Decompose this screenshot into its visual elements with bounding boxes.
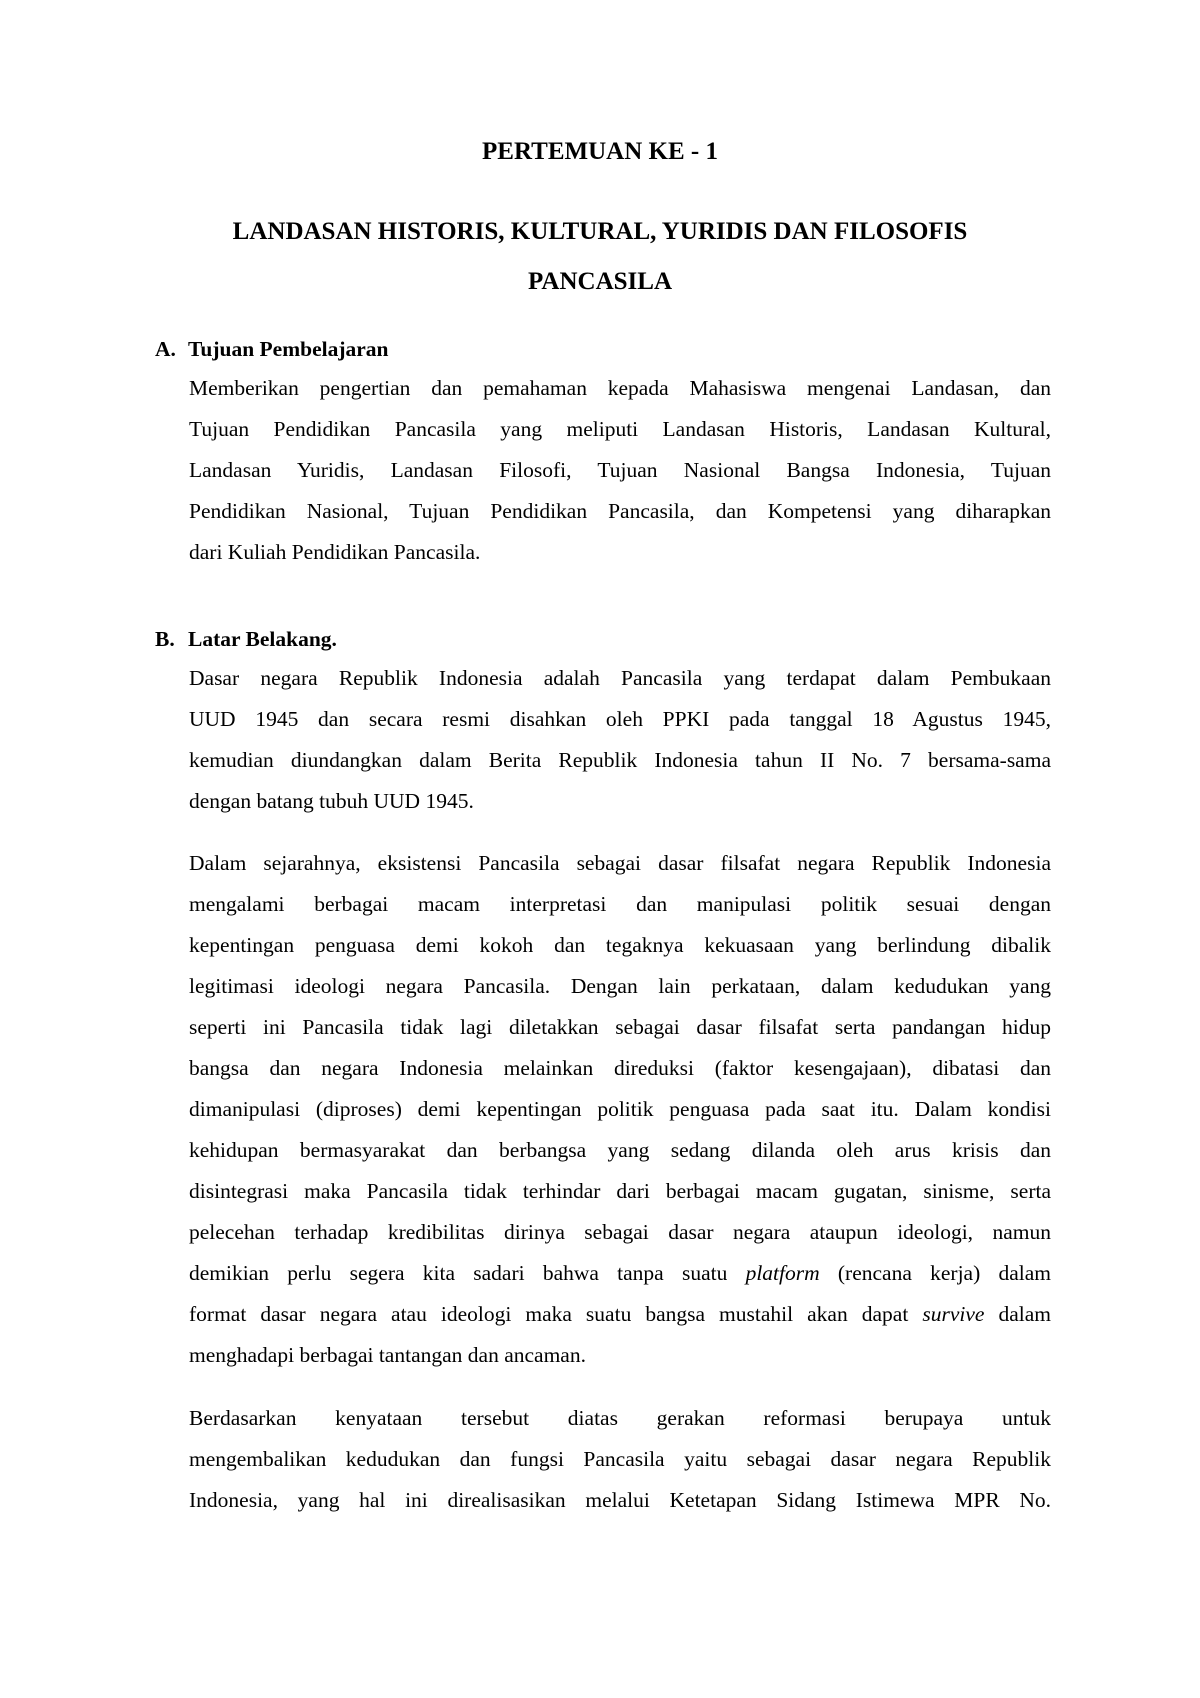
subtitle-line-1: LANDASAN HISTORIS, KULTURAL, YURIDIS DAN FILOSOFIS	[232, 218, 968, 245]
paragraph-line: kehidupan bermasyarakat dan berbangsa yang sedang dilanda oleh arus krisis dan	[189, 1138, 1051, 1162]
subtitle-line-2: PANCASILA	[528, 268, 672, 295]
paragraph-line: dimanipulasi (diproses) demi kepentingan politik penguasa pada saat itu. Dalam kondisi	[189, 1097, 1051, 1121]
paragraph-line: dengan batang tubuh UUD 1945.	[189, 789, 474, 813]
paragraph-line: Berdasarkan kenyataan tersebut diatas gerakan reformasi berupaya untuk	[189, 1406, 1051, 1430]
paragraph-line: pelecehan terhadap kredibilitas dirinya sebagai dasar negara ataupun ideologi, namun	[189, 1220, 1051, 1244]
paragraph-line: legitimasi ideologi negara Pancasila. Dengan lain perkataan, dalam kedudukan yang	[189, 974, 1051, 998]
paragraph-line: bangsa dan negara Indonesia melainkan direduksi (faktor kesengajaan), dibatasi dan	[189, 1056, 1051, 1080]
paragraph-line	[189, 1304, 1051, 1326]
section-a-heading	[155, 337, 389, 362]
text-run: format dasar negara atau ideologi maka suatu bangsa mustahil akan dapat	[189, 1302, 909, 1326]
paragraph-line: mengalami berbagai macam interpretasi dan manipulasi politik sesuai dengan	[189, 892, 1051, 916]
paragraph-line: Pendidikan Nasional, Tujuan Pendidikan Pancasila, dan Kompetensi yang diharapkan	[189, 499, 1051, 523]
text-run: demikian perlu segera kita sadari bahwa tanpa suatu	[189, 1261, 728, 1285]
italic-term-platform: platform	[745, 1261, 820, 1285]
paragraph-line: menghadapi berbagai tantangan dan ancaman.	[189, 1343, 586, 1367]
paragraph-line: UUD 1945 dan secara resmi disahkan oleh PPKI pada tanggal 18 Agustus 1945,	[189, 707, 1051, 731]
text-run: dalam	[998, 1302, 1052, 1326]
paragraph-line: seperti ini Pancasila tidak lagi diletakkan sebagai dasar filsafat serta pandangan hidup	[189, 1015, 1051, 1039]
paragraph-line: Memberikan pengertian dan pemahaman kepada Mahasiswa mengenai Landasan, dan	[189, 376, 1051, 400]
paragraph-line: Tujuan Pendidikan Pancasila yang meliputi Landasan Historis, Landasan Kultural,	[189, 417, 1051, 441]
section-b-heading	[155, 627, 337, 652]
section-title: Tujuan Pembelajaran	[188, 337, 389, 361]
section-letter: A.	[155, 337, 176, 361]
paragraph-line: disintegrasi maka Pancasila tidak terhindar dari berbagai macam gugatan, sinisme, serta	[189, 1179, 1051, 1203]
paragraph-line: kemudian diundangkan dalam Berita Republik Indonesia tahun II No. 7 bersama-sama	[189, 748, 1051, 772]
section-letter: B.	[155, 627, 175, 651]
paragraph-line: Dalam sejarahnya, eksistensi Pancasila sebagai dasar filsafat negara Republik Indonesia	[189, 851, 1051, 875]
paragraph-line: kepentingan penguasa demi kokoh dan tegaknya kekuasaan yang berlindung dibalik	[189, 933, 1051, 957]
paragraph-line	[189, 1263, 1051, 1285]
page-title: PERTEMUAN KE - 1	[482, 138, 718, 165]
section-title: Latar Belakang.	[188, 627, 337, 651]
paragraph-line: Dasar negara Republik Indonesia adalah Pancasila yang terdapat dalam Pembukaan	[189, 666, 1051, 690]
paragraph-line: Indonesia, yang hal ini direalisasikan melalui Ketetapan Sidang Istimewa MPR No.	[189, 1488, 1051, 1512]
text-run: (rencana kerja) dalam	[837, 1261, 1052, 1285]
paragraph-line: Landasan Yuridis, Landasan Filosofi, Tujuan Nasional Bangsa Indonesia, Tujuan	[189, 458, 1051, 482]
italic-term-survive: survive	[922, 1302, 985, 1326]
paragraph-line: dari Kuliah Pendidikan Pancasila.	[189, 540, 481, 564]
paragraph-line: mengembalikan kedudukan dan fungsi Pancasila yaitu sebagai dasar negara Republik	[189, 1447, 1051, 1471]
